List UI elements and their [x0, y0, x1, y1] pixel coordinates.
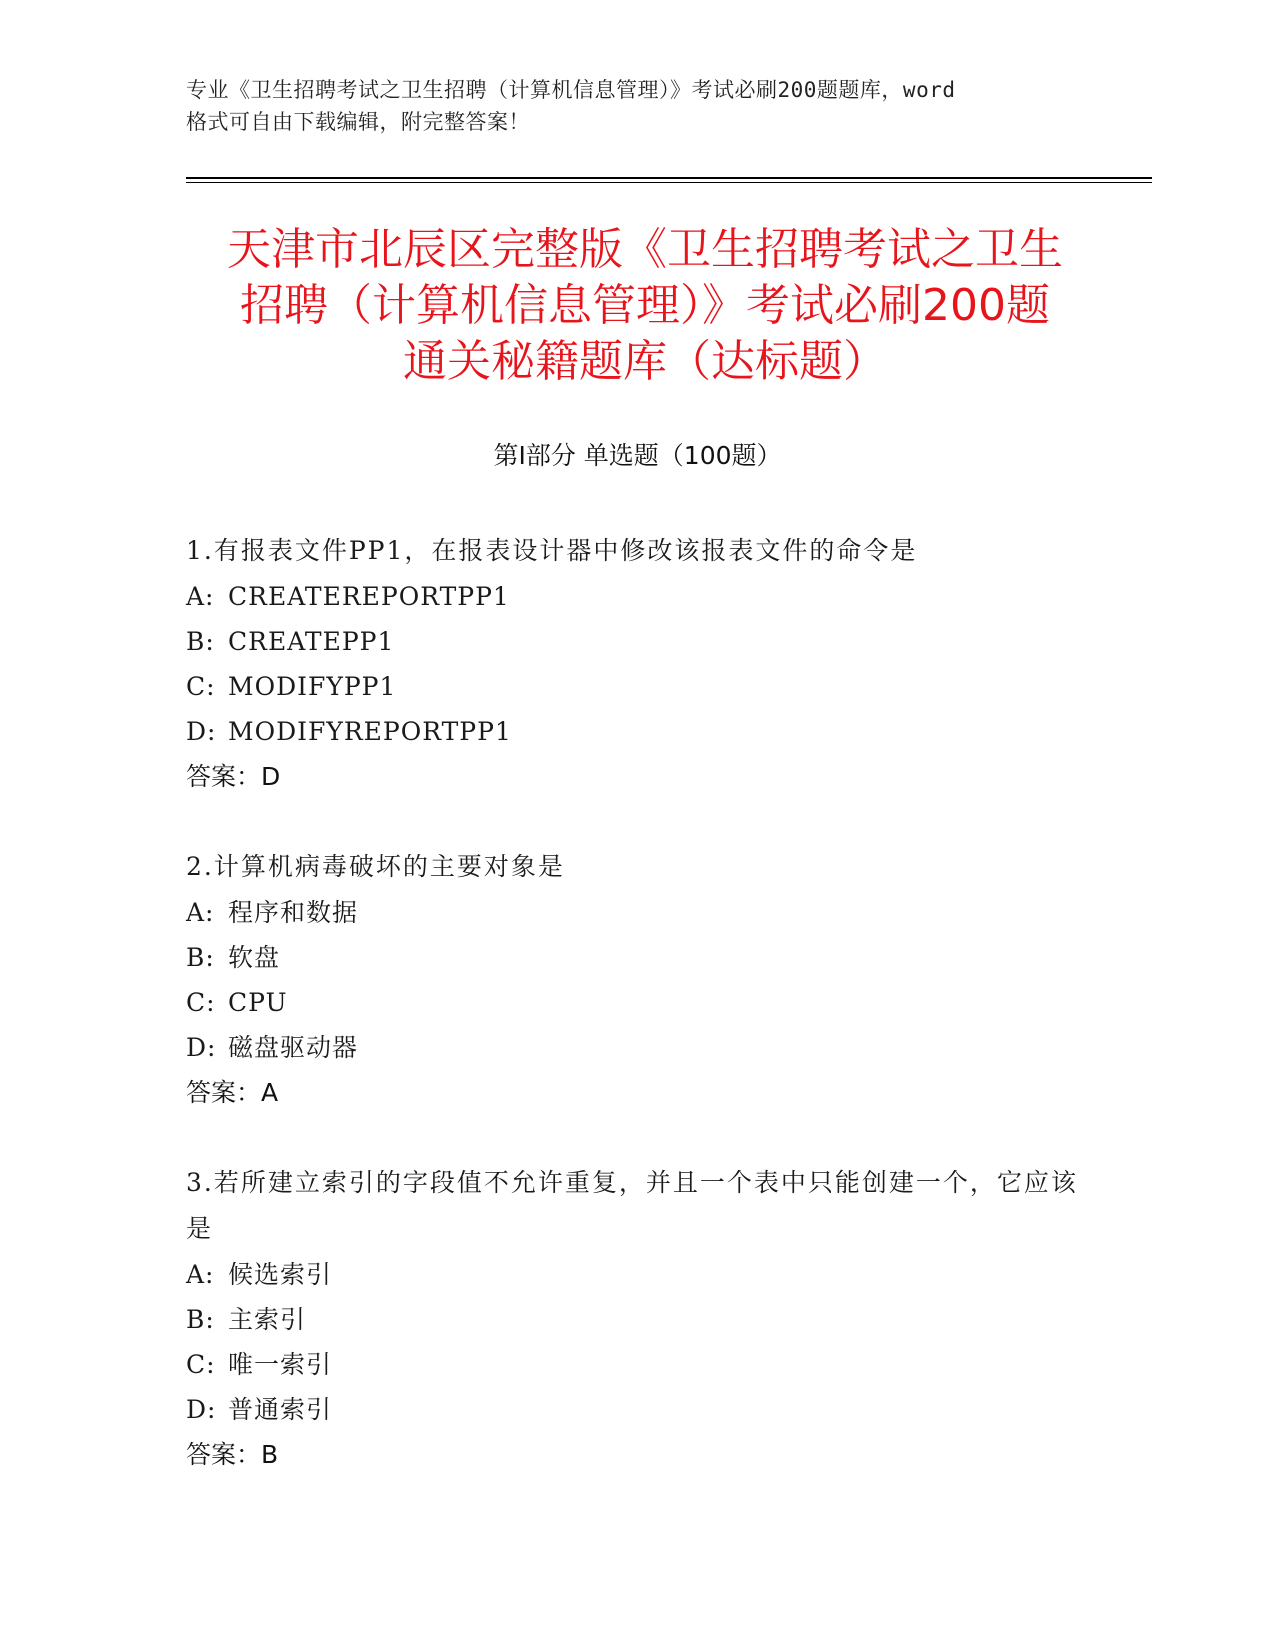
question-option	[186, 890, 1086, 935]
option-text: CREATEPP1	[228, 627, 395, 656]
header-note-line-1: 专业《卫生招聘考试之卫生招聘（计算机信息管理）》考试必刷200题题库，word	[186, 78, 956, 102]
question-option	[186, 664, 1086, 709]
header-divider-thin	[186, 182, 1152, 183]
option-letter: C:	[186, 1350, 216, 1379]
option-letter: B:	[186, 1305, 215, 1334]
option-text: 磁盘驱动器	[228, 1033, 359, 1062]
header-divider-thick	[186, 177, 1152, 179]
option-text: 唯一索引	[228, 1350, 333, 1379]
question-option	[186, 1297, 1086, 1342]
option-letter: A:	[186, 1260, 215, 1289]
document-title-line-2: 招聘（计算机信息管理）》考试必刷200题	[240, 280, 1050, 331]
option-letter: B:	[186, 943, 215, 972]
document-title	[190, 222, 1100, 390]
option-text: CPU	[228, 988, 288, 1017]
option-text: 软盘	[228, 943, 281, 972]
header-note	[186, 74, 1086, 138]
question-stem: 2.计算机病毒破坏的主要对象是	[186, 852, 565, 881]
option-text: 程序和数据	[228, 898, 359, 927]
option-text: CREATEREPORTPP1	[228, 582, 510, 611]
option-letter: C:	[186, 672, 216, 701]
question-option	[186, 980, 1086, 1025]
question-answer: 答案：B	[186, 1440, 279, 1469]
option-letter: A:	[186, 898, 215, 927]
option-letter: D:	[186, 1033, 217, 1062]
option-letter: A:	[186, 582, 215, 611]
option-letter: D:	[186, 717, 217, 746]
option-letter: C:	[186, 988, 216, 1017]
option-letter: D:	[186, 1395, 217, 1424]
question-stem: 3.若所建立索引的字段值不允许重复，并且一个表中只能创建一个，它应该是	[186, 1168, 1078, 1243]
question-stem: 1.有报表文件PP1，在报表设计器中修改该报表文件的命令是	[186, 536, 918, 565]
section-title: 第Ⅰ部分 单选题（100题）	[493, 441, 782, 470]
document-title-line-1: 天津市北辰区完整版《卫生招聘考试之卫生	[227, 224, 1063, 275]
question-item	[186, 844, 1086, 1116]
question-option	[186, 1252, 1086, 1297]
question-list	[186, 528, 1086, 1522]
question-option	[186, 1025, 1086, 1070]
question-item	[186, 1160, 1086, 1478]
question-option	[186, 619, 1086, 664]
option-text: 候选索引	[228, 1260, 333, 1289]
question-answer: 答案：A	[186, 1078, 279, 1107]
question-answer: 答案：D	[186, 762, 281, 791]
question-option	[186, 935, 1086, 980]
option-text: MODIFYPP1	[228, 672, 397, 701]
question-option	[186, 709, 1086, 754]
question-option	[186, 1342, 1086, 1387]
option-letter: B:	[186, 627, 215, 656]
option-text: 主索引	[228, 1305, 307, 1334]
option-text: MODIFYREPORTPP1	[228, 717, 512, 746]
question-option	[186, 574, 1086, 619]
document-title-line-3: 通关秘籍题库（达标题）	[403, 336, 887, 387]
question-item	[186, 528, 1086, 800]
header-note-line-2: 格式可自由下载编辑，附完整答案！	[186, 110, 530, 134]
question-option	[186, 1387, 1086, 1432]
option-text: 普通索引	[228, 1395, 333, 1424]
